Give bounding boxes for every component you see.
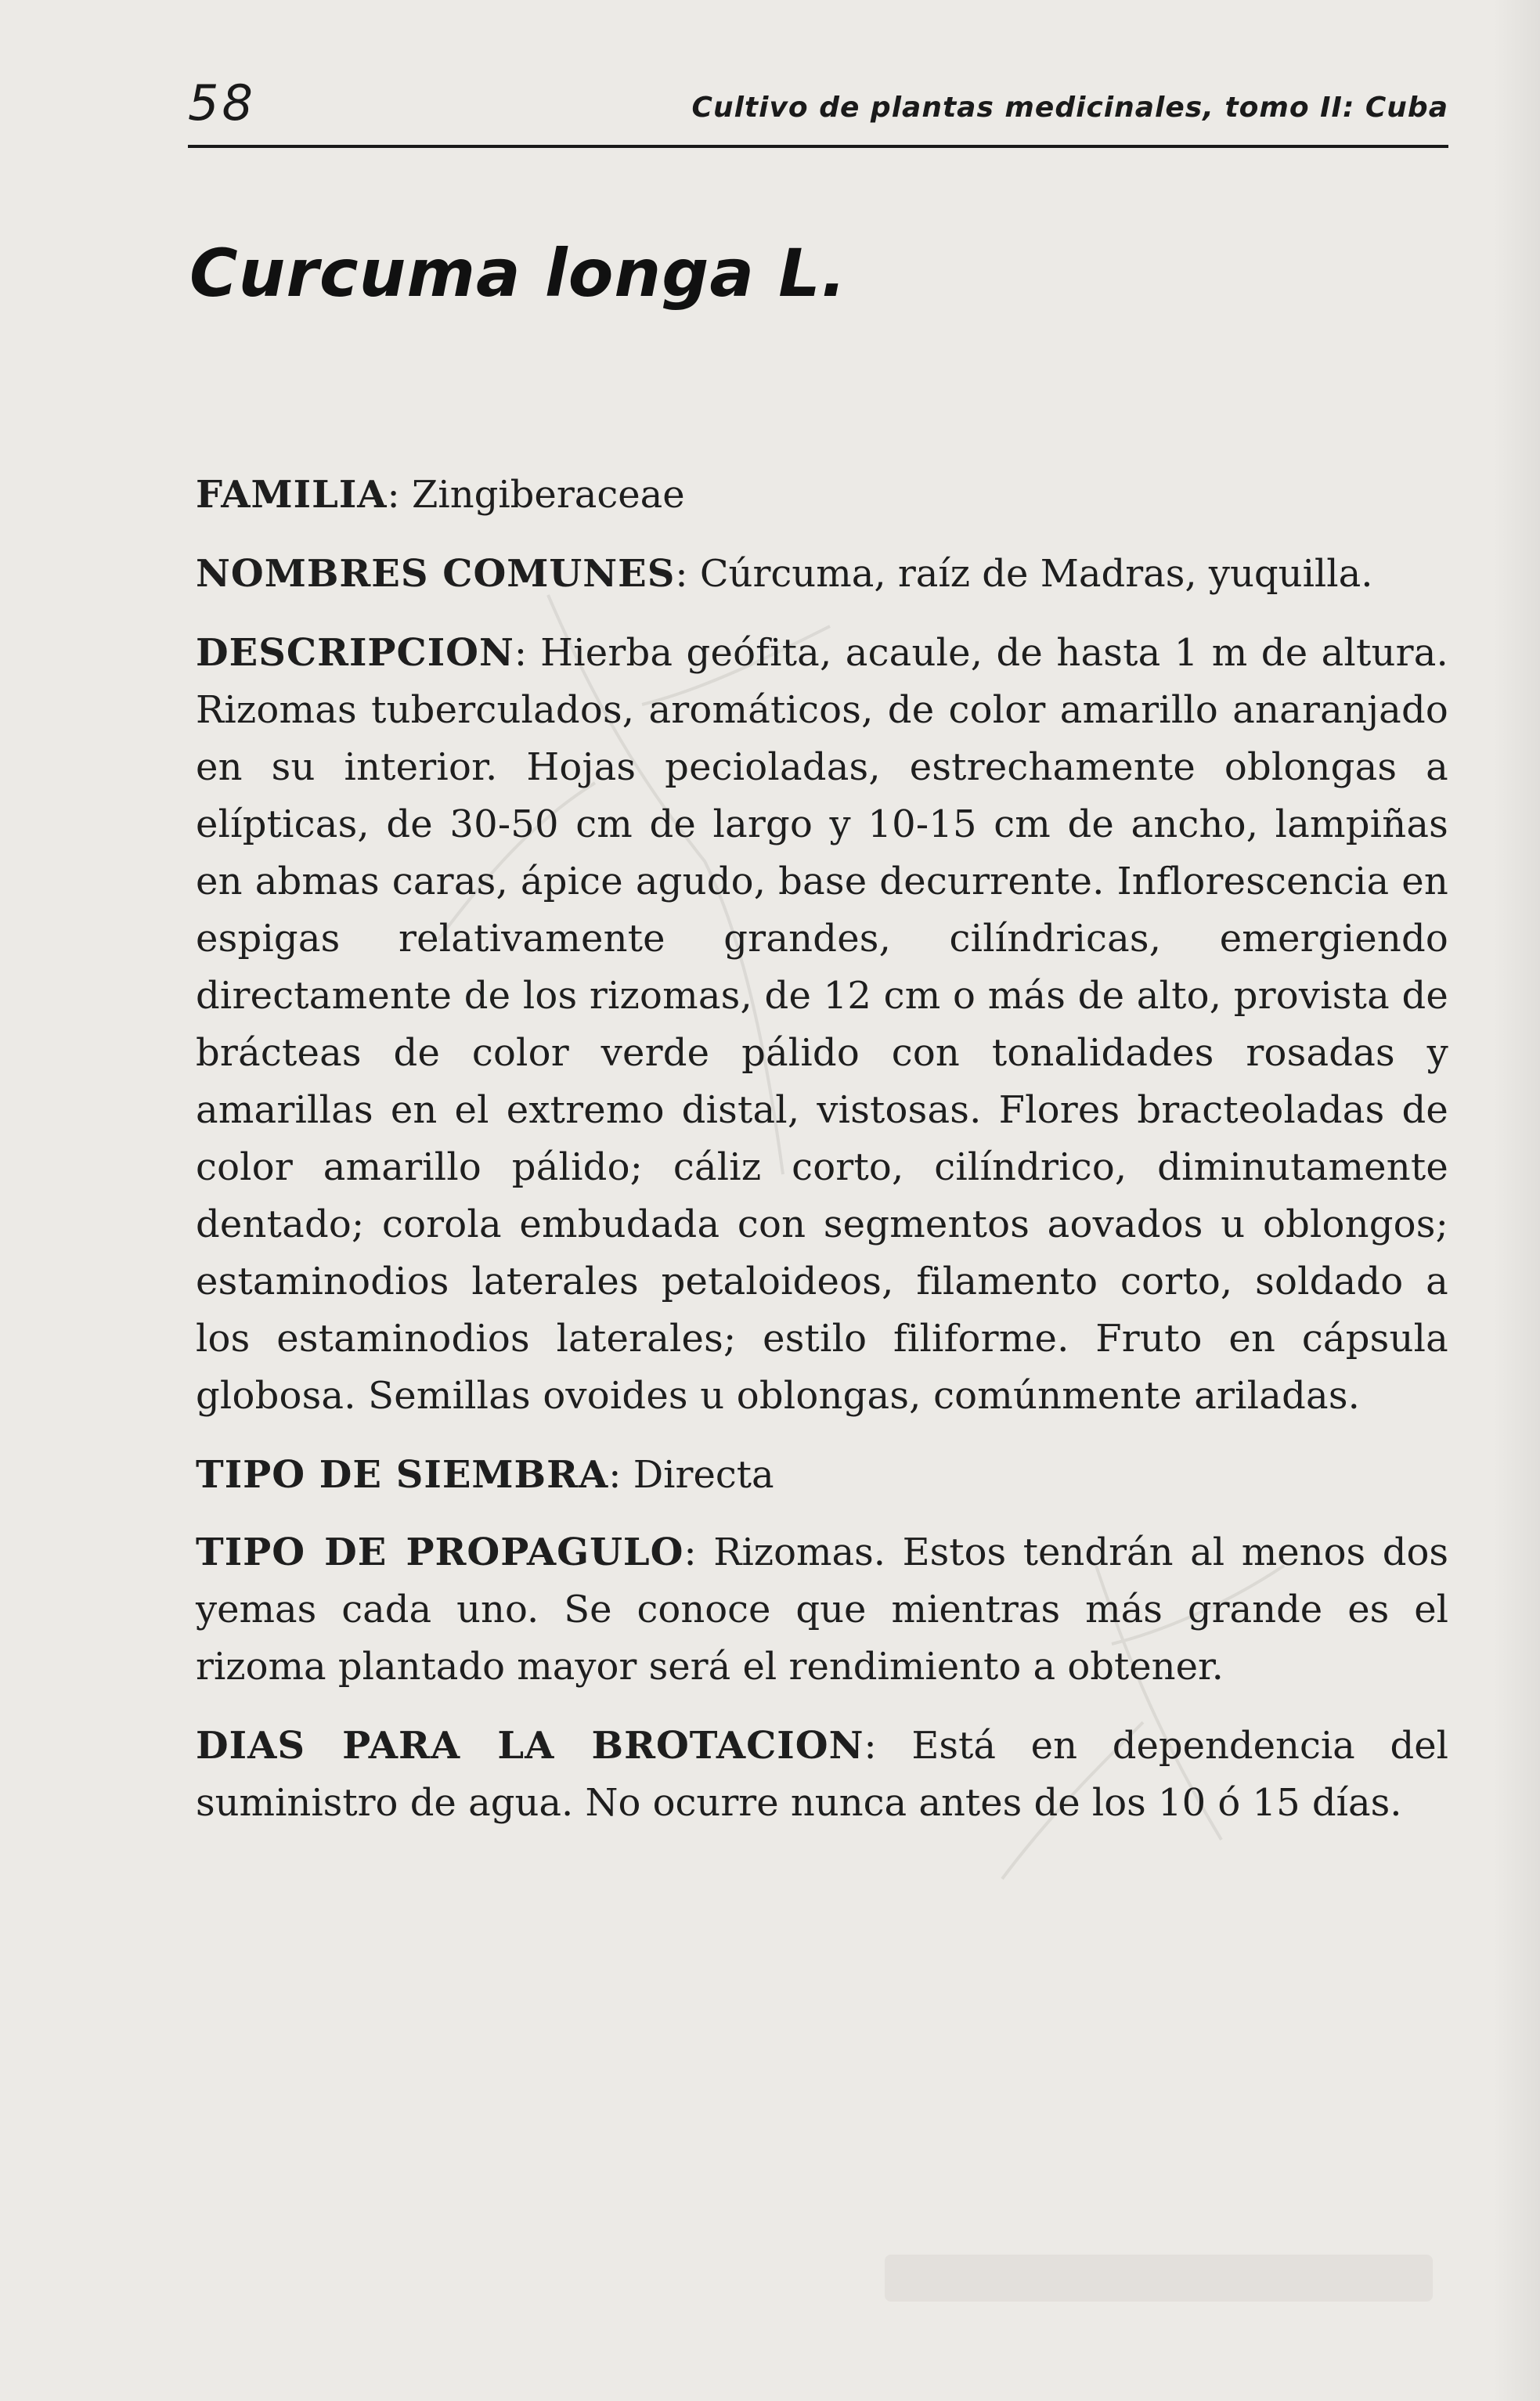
entry-descripcion: DESCRIPCION: Hierba geófita, acaule, de hasta 1 m de altura. Rizomas tuberculados, aromáticos, de color amarillo anaranjado en su interior. Hojas pecioladas, estrechamente oblongas a elípticas, de 30-50 cm de largo y 10-15 cm de ancho, lampiñas en abmas caras, ápice agudo, base decurrente. Inflorescencia en espigas relativamente grandes, cilíndricas, emergiendo directamente de los rizomas, de 12 cm o más de alto, provista de brácteas de color verde pálido con tonalidades rosadas y amarillas en el extremo distal, vistosas. Flores bracteoladas de color amarillo pálido; cáliz corto, cilíndrico, diminutamente dentado; corola embudada con segmentos aovados u oblongos; estaminodios laterales petaloideos, filamento corto, soldado a los estaminodios laterales; estilo filiforme. Fruto en cápsula globosa. Semillas ovoides u oblongas, comúnmente ariladas. <box>196 631 1448 1418</box>
entry-text: Está en dependencia del suministro de agua. No ocurre nunca antes de los 10 ó 15 días. <box>196 1724 1448 1825</box>
entry-text: Zingiberaceae <box>411 473 685 517</box>
page-number: 58 <box>188 74 256 132</box>
page-edge-shadow <box>1493 0 1540 2401</box>
entry-tipo-siembra: TIPO DE SIEMBRA: Directa <box>196 1453 774 1497</box>
entry-label: DESCRIPCION <box>196 631 514 675</box>
entry-text: Directa <box>633 1453 774 1497</box>
entry-label: TIPO DE SIEMBRA <box>196 1453 609 1497</box>
entry-label: TIPO DE PROPAGULO <box>196 1530 684 1574</box>
entry-nombres-comunes: NOMBRES COMUNES: Cúrcuma, raíz de Madras, yuquilla. <box>196 552 1373 596</box>
entry-familia: FAMILIA: Zingiberaceae <box>196 473 685 517</box>
entry-label: DIAS PARA LA BROTACION <box>196 1724 864 1768</box>
species-title: Curcuma longa L. <box>189 235 847 312</box>
entry-text: Cúrcuma, raíz de Madras, yuquilla. <box>699 552 1373 596</box>
entry-label: NOMBRES COMUNES <box>196 552 676 596</box>
entry-text: Hierba geófita, acaule, de hasta 1 m de altura. Rizomas tuberculados, aromáticos, de color amarillo anaranjado en su interior. Hojas pecioladas, estrechamente oblongas a elípticas, de 30-50 cm de largo y 10-15 cm de ancho, lampiñas en abmas caras, ápice agudo, base decurrente. Inflorescencia en espigas relativamente grandes, cilíndricas, emergiendo directamente de los rizomas, de 12 cm o más de alto, provista de brácteas de color verde pálido con tonalidades rosadas y amarillas en el extremo distal, vistosas. Flores bracteoladas de color amarillo pálido; cáliz corto, cilíndrico, diminutamente dentado; corola embudada con segmentos aovados u oblongos; estaminodios laterales petaloideos, filamento corto, soldado a los estaminodios laterales; estilo filiforme. Fruto en cápsula globosa. Semillas ovoides u oblongas, comúnmente ariladas. <box>196 631 1448 1418</box>
page-header <box>188 74 1448 148</box>
entry-tipo-propagulo: TIPO DE PROPAGULO: Rizomas. Estos tendrán al menos dos yemas cada uno. Se conoce que mientras más grande es el rizoma plantado mayor será el rendimiento a obtener. <box>196 1530 1449 1689</box>
entry-dias-brotacion: DIAS PARA LA BROTACION: Está en dependencia del suministro de agua. No ocurre nunca antes de los 10 ó 15 días. <box>196 1724 1448 1825</box>
entry-text: Rizomas. Estos tendrán al menos dos yemas cada uno. Se conoce que mientras más grande es el rizoma plantado mayor será el rendimiento a obtener. <box>196 1530 1449 1689</box>
entry-label: FAMILIA <box>196 473 388 517</box>
species-description <box>196 467 1448 1832</box>
running-title: Cultivo de plantas medicinales, tomo II: Cuba <box>691 92 1448 124</box>
